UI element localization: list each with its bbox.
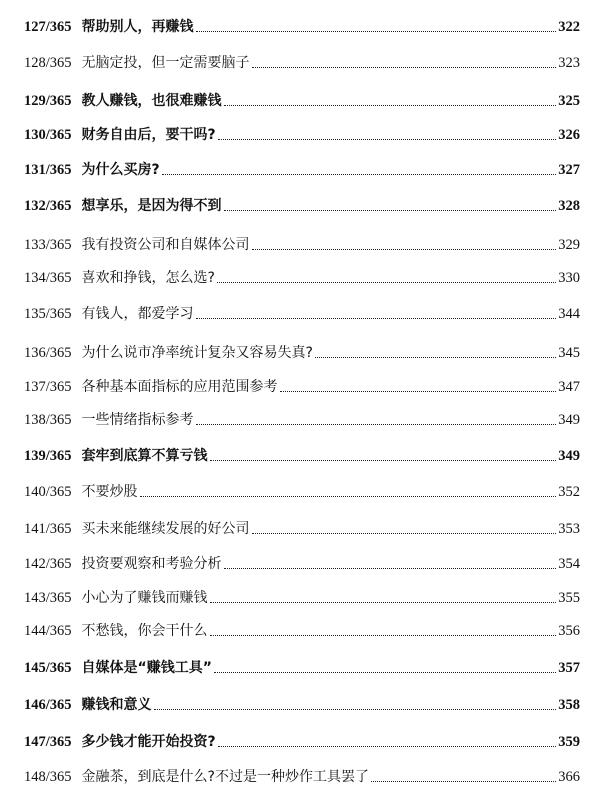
entry-page: 330	[558, 270, 580, 286]
entry-number: 128/365	[24, 55, 72, 71]
entry-page: 354	[558, 556, 580, 572]
entry-title: 我有投资公司和自媒体公司	[81, 237, 250, 253]
entry-title: 帮助别人，再赚钱	[81, 19, 194, 35]
entry-number: 131/365	[24, 162, 72, 178]
toc-entry	[24, 585, 580, 607]
toc-entry	[24, 232, 580, 254]
entry-title: 喜欢和挣钱，怎么选?	[81, 270, 215, 286]
entry-title: 财务自由后，要干吗?	[81, 127, 216, 143]
entry-number: 127/365	[24, 19, 72, 35]
dot-leader	[196, 318, 557, 319]
toc-entry	[24, 122, 580, 144]
entry-number: 136/365	[24, 345, 72, 361]
dot-leader	[214, 672, 556, 673]
entry-number: 139/365	[24, 448, 72, 464]
dot-leader	[196, 31, 557, 32]
entry-title: 为什么买房?	[81, 162, 160, 178]
toc-entry	[24, 301, 580, 323]
dot-leader	[224, 210, 557, 211]
entry-title: 套牢到底算不算亏钱	[81, 448, 208, 464]
entry-page: 326	[558, 127, 580, 143]
entry-title: 想享乐，是因为得不到	[81, 198, 222, 214]
dot-leader	[210, 602, 557, 603]
entry-number: 148/365	[24, 769, 72, 785]
dot-leader	[280, 391, 557, 392]
toc-entry	[24, 516, 580, 538]
entry-title: 为什么说市净率统计复杂又容易失真?	[81, 345, 313, 361]
dot-leader	[140, 496, 557, 497]
entry-page: 327	[558, 162, 580, 178]
toc-entry	[24, 551, 580, 573]
entry-title: 不愁钱，你会干什么	[81, 623, 208, 639]
dot-leader	[252, 249, 557, 250]
entry-page: 357	[558, 660, 580, 676]
entry-number: 144/365	[24, 623, 72, 639]
entry-title: 自媒体是“赚钱工具”	[81, 660, 212, 676]
entry-page: 366	[558, 769, 580, 785]
entry-title: 多少钱才能开始投资?	[81, 734, 216, 750]
entry-number: 147/365	[24, 734, 72, 750]
entry-page: 345	[558, 345, 580, 361]
entry-page: 352	[558, 484, 580, 500]
dot-leader	[218, 746, 557, 747]
entry-title: 金融茶，到底是什么?不过是一种炒作工具罢了	[81, 769, 369, 785]
toc-entry	[24, 50, 580, 72]
entry-page: 359	[558, 734, 580, 750]
entry-number: 145/365	[24, 660, 72, 676]
toc-entry	[24, 692, 580, 714]
entry-number: 142/365	[24, 556, 72, 572]
entry-title: 买未来能继续发展的好公司	[81, 521, 250, 537]
entry-page: 356	[558, 623, 580, 639]
entry-page: 344	[558, 306, 580, 322]
dot-leader	[315, 357, 556, 358]
dot-leader	[224, 568, 557, 569]
entry-page: 358	[558, 697, 580, 713]
entry-title: 一些情绪指标参考	[81, 412, 194, 428]
dot-leader	[217, 282, 556, 283]
dot-leader	[224, 105, 557, 106]
toc-entry	[24, 265, 580, 287]
entry-number: 146/365	[24, 697, 72, 713]
entry-number: 141/365	[24, 521, 72, 537]
entry-title: 有钱人，都爱学习	[81, 306, 194, 322]
entry-page: 353	[558, 521, 580, 537]
entry-title: 教人赚钱，也很难赚钱	[81, 93, 222, 109]
dot-leader	[218, 139, 557, 140]
entry-page: 329	[558, 237, 580, 253]
toc-entry	[24, 729, 580, 751]
dot-leader	[252, 67, 557, 68]
entry-number: 130/365	[24, 127, 72, 143]
entry-title: 投资要观察和考验分析	[81, 556, 222, 572]
entry-number: 132/365	[24, 198, 72, 214]
entry-number: 134/365	[24, 270, 72, 286]
toc-entry	[24, 193, 580, 215]
entry-page: 347	[558, 379, 580, 395]
entry-page: 328	[558, 198, 580, 214]
dot-leader	[154, 709, 557, 710]
toc-entry	[24, 479, 580, 501]
entry-page: 349	[558, 448, 580, 464]
entry-number: 135/365	[24, 306, 72, 322]
entry-page: 323	[558, 55, 580, 71]
dot-leader	[371, 781, 556, 782]
dot-leader	[196, 424, 557, 425]
entry-number: 129/365	[24, 93, 72, 109]
entry-number: 143/365	[24, 590, 72, 606]
entry-title: 无脑定投，但一定需要脑子	[81, 55, 250, 71]
entry-page: 325	[558, 93, 580, 109]
toc-entry	[24, 764, 580, 786]
entry-page: 355	[558, 590, 580, 606]
toc-entry	[24, 407, 580, 429]
entry-number: 137/365	[24, 379, 72, 395]
entry-page: 349	[558, 412, 580, 428]
entry-title: 各种基本面指标的应用范围参考	[81, 379, 278, 395]
dot-leader	[162, 174, 557, 175]
entry-number: 138/365	[24, 412, 72, 428]
entry-title: 不要炒股	[81, 484, 138, 500]
toc-entry	[24, 655, 580, 677]
toc-entry	[24, 443, 580, 465]
entry-page: 322	[558, 19, 580, 35]
entry-number: 140/365	[24, 484, 72, 500]
toc-entry	[24, 340, 580, 362]
entry-title: 小心为了赚钱而赚钱	[81, 590, 208, 606]
entry-title: 赚钱和意义	[81, 697, 152, 713]
dot-leader	[210, 460, 557, 461]
toc-entry	[24, 374, 580, 396]
entry-number: 133/365	[24, 237, 72, 253]
dot-leader	[210, 635, 557, 636]
toc-entry	[24, 618, 580, 640]
toc-entry	[24, 157, 580, 179]
toc-entry	[24, 88, 580, 110]
toc-entry	[24, 14, 580, 36]
dot-leader	[252, 533, 557, 534]
